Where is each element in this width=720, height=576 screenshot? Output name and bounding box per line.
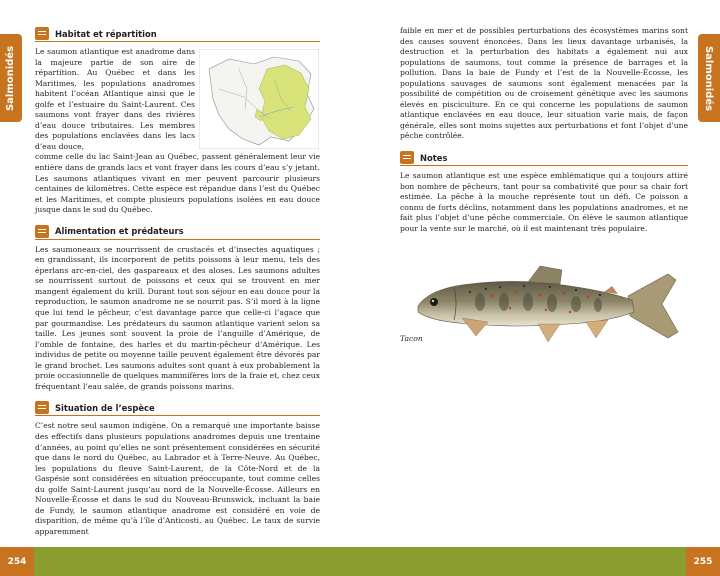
notes-section: [400, 150, 688, 234]
salmon-parr-illustration: [400, 262, 690, 354]
page-number-right: 255: [686, 547, 720, 576]
book-icon: [35, 401, 49, 414]
alimentation-title: Alimentation et prédateurs: [55, 226, 184, 237]
habitat-title: Habitat et répartition: [55, 28, 157, 39]
habitat-text-full: comme celle du lac Saint-Jean au Québec, passent généralement leur vie entière dans de grands lacs et vont frayer dans les cours d’eau s’y jetant. Les saumons atlantiques vivant en mer peuvent parcourir plusieurs centaines de kilomètres. Cette espèce est répandue dans l’est du Québec et les Maritimes, et compte plusieurs populations isolées en eau douce jusque dans le sud du Québec.: [35, 152, 320, 215]
side-tab-right: [698, 34, 720, 122]
habitat-text-beside-map: Le saumon atlantique est anadrome dans la majeure partie de son aire de répartition. Au Québec et dans les Maritimes, les populations anadromes habitent l’océan Atlantique ainsi que le golfe et l’estuaire du Saint-Laurent. Ces saumons vont frayer dans des rivières d’eau douce tributaires. Les membres des populations enclavées dans les lacs d’eau douce,: [35, 47, 195, 151]
range-map: [199, 49, 319, 149]
situation-section: [35, 400, 320, 537]
book-icon: [35, 27, 49, 40]
situation-text: C’est notre seul saumon indigène. On a remarqué une importante baisse des effectifs dans plusieurs populations anadromes depuis une trentaine d’années, au point qu’elles ne sont présentement considérées en sécurité que dans le nord du Québec, au Labrador et à Terre-Neuve. Au Québec, les populations du fleuve Saint-Laurent, de la Côte-Nord et de la Gaspésie sont considérées en situation préoccupante, tout comme celles du golfe Saint-Laurent jusqu’au nord de la Nouvelle-Écosse. Ailleurs en Nouvelle-Écosse et dans le sud du Nouveau-Brunswick, incluant la baie de Fundy, le saumon atlantique anadrome est considéré en voie de disparition, de même qu’à l’île d’Anticosti, au Québec. Le taux de survie apparemment: [35, 421, 320, 536]
alimentation-section: [35, 224, 320, 393]
right-page-column: [400, 26, 688, 234]
left-page-column: [35, 26, 320, 537]
notes-title: Notes: [420, 152, 448, 163]
figure-caption: Tacon: [400, 334, 423, 343]
habitat-block: [35, 47, 320, 152]
situation-continuation: faible en mer et de possibles perturbations des écosystèmes marins sont des causes souvent énoncées. Dans les lieux davantage urbanisés, la destruction et la perturbation des habitats a également nui aux populations de saumons, tout comme la présence de barrages et la pollution. Dans la baie de Fundy et l’est de la Nouvelle-Écosse, les populations sauvages de saumons sont également menacées par la possibilité de compétition ou de croisement génétique avec les saumons élevés en pisciculture. En ce qui concerne les populations de saumon atlantique enclavées en eau douce, leur situation varie mais, de façon générale, elles sont moins sujettes aux perturbations et font l’objet d’une pêche contrôlée.: [400, 26, 688, 141]
side-tab-left: [0, 34, 22, 122]
page-number-left: 254: [0, 547, 34, 576]
book-icon: [400, 151, 414, 164]
alimentation-text: Les saumoneaux se nourrissent de crustacés et d’insectes aquatiques ; en grandissant, ils incorporent de petits poissons à leur menu, tels des éperlans arc-en-ciel, des gaspareaux et des aloses. Les saumons adultes se nourrissent surtout de poissons et ceux qui se trouvent en mer mangent également du krill. Durant tout son séjour en eau douce pour la reproduction, le saumon anadrome ne se nourrit pas. S’il mord à la ligne que lui tend le pêcheur, c’est davantage parce que celle-ci l’agace que par gourmandise. Les prédateurs du saumon atlantique varient selon sa taille. Les jeunes sont souvent la proie de l’anguille d’Amérique, de l’omble de fontaine, des harles et du martin-pêcheur d’Amérique. Les individus de petite ou moyenne taille peuvent également être dévorés par le grand brochet. Les saumons adultes sont quant à eux probablement la proie occasionnelle de quelques mammifères lors de la fraie et, chez ceux fréquentant l’eau salée, de grands poissons marins.: [35, 244, 320, 391]
habitat-heading: [35, 26, 320, 42]
side-tab-left-label: Salmonidés: [5, 45, 17, 111]
side-tab-right-label: Salmonidés: [703, 45, 715, 111]
book-icon: [35, 225, 49, 238]
notes-text: Le saumon atlantique est une espèce emblématique qui a toujours attiré bon nombre de pêcheurs, tant pour sa combativité que pour sa chair fort estimée. La pêche à la mouche représente tout un défi. Ce poisson a connu de forts déclins, notamment dans les populations anadromes, et ne fait plus l’objet d’une pêche commerciale. On élève le saumon atlantique pour la vente sur le marché, où il est maintenant très populaire.: [400, 171, 688, 233]
situation-heading: [35, 400, 320, 416]
situation-title: Situation de l’espèce: [55, 402, 155, 413]
notes-heading: [400, 150, 688, 166]
alimentation-heading: [35, 224, 320, 240]
footer-bar: [0, 547, 720, 576]
